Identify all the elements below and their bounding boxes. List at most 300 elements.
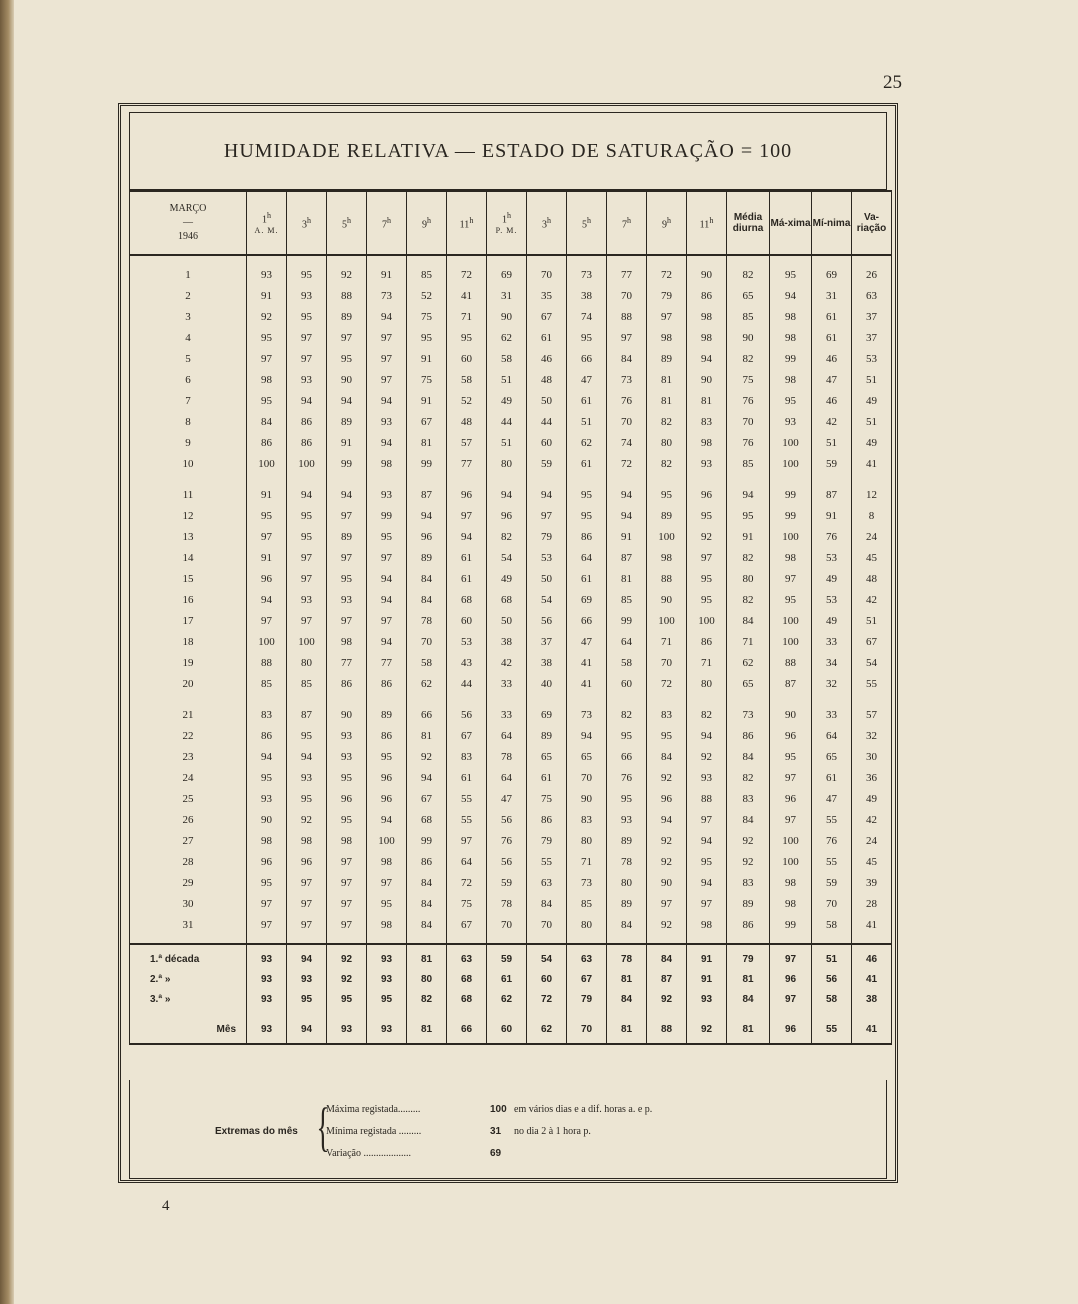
value-cell: 93 (287, 589, 327, 610)
value-cell: 95 (367, 526, 407, 547)
value-cell: 75 (447, 893, 487, 914)
table-row (130, 914, 892, 944)
summary-cell: 56 (812, 969, 852, 989)
value-cell: 91 (727, 526, 770, 547)
day-label: 6 (130, 369, 247, 390)
summary-cell: 79 (727, 944, 770, 969)
day-label: 7 (130, 390, 247, 411)
value-cell: 100 (687, 610, 727, 631)
value-cell: 86 (727, 725, 770, 746)
value-cell: 41 (852, 914, 892, 944)
value-cell: 63 (852, 285, 892, 306)
value-cell: 69 (527, 694, 567, 725)
value-cell: 61 (447, 767, 487, 788)
value-cell: 81 (647, 390, 687, 411)
summary-cell: 93 (367, 944, 407, 969)
month-label: MARÇO (169, 203, 207, 214)
value-cell: 86 (687, 285, 727, 306)
value-cell: 55 (447, 788, 487, 809)
day-label: 22 (130, 725, 247, 746)
value-cell: 87 (812, 474, 852, 505)
value-cell: 70 (727, 411, 770, 432)
value-cell: 94 (687, 725, 727, 746)
day-label: 19 (130, 652, 247, 673)
value-cell: 100 (247, 631, 287, 652)
value-cell: 81 (407, 432, 447, 453)
value-cell: 95 (247, 327, 287, 348)
day-label: 20 (130, 673, 247, 694)
value-cell: 57 (447, 432, 487, 453)
hour-mark: h (587, 215, 591, 225)
summary-cell: 59 (487, 944, 527, 969)
value-cell: 94 (687, 830, 727, 851)
summary-cell: 81 (727, 1009, 770, 1044)
value-cell: 94 (770, 285, 812, 306)
value-cell: 80 (607, 872, 647, 893)
value-cell: 86 (407, 851, 447, 872)
value-cell: 82 (607, 694, 647, 725)
value-cell: 12 (852, 474, 892, 505)
summary-cell: 79 (567, 989, 607, 1009)
day-label: 12 (130, 505, 247, 526)
hour-header (367, 191, 407, 255)
value-cell: 96 (647, 788, 687, 809)
value-cell: 91 (327, 432, 367, 453)
day-label: 31 (130, 914, 247, 944)
value-cell: 32 (852, 725, 892, 746)
day-label: 16 (130, 589, 247, 610)
table-row (130, 725, 892, 746)
value-cell: 71 (567, 851, 607, 872)
summary-cell: 93 (367, 969, 407, 989)
value-cell: 97 (247, 893, 287, 914)
value-cell: 96 (407, 526, 447, 547)
value-cell: 55 (812, 809, 852, 830)
value-cell: 97 (287, 327, 327, 348)
folio-number: 4 (162, 1198, 170, 1214)
value-cell: 92 (407, 746, 447, 767)
value-cell: 93 (287, 369, 327, 390)
value-cell: 67 (852, 631, 892, 652)
value-cell: 100 (770, 830, 812, 851)
value-cell: 87 (770, 673, 812, 694)
hour-mark: h (507, 211, 511, 221)
value-cell: 77 (327, 652, 367, 673)
value-cell: 84 (727, 809, 770, 830)
value-cell: 42 (812, 411, 852, 432)
value-cell: 59 (812, 453, 852, 474)
value-cell: 94 (687, 872, 727, 893)
value-cell: 33 (487, 673, 527, 694)
value-cell: 47 (487, 788, 527, 809)
value-cell: 53 (812, 589, 852, 610)
hour-label: 1 (502, 214, 507, 226)
hour-header (687, 191, 727, 255)
value-cell: 76 (727, 432, 770, 453)
hour-mark: h (387, 215, 391, 225)
humidity-table (129, 190, 892, 1045)
value-cell: 90 (327, 369, 367, 390)
value-cell: 99 (770, 474, 812, 505)
value-cell: 100 (770, 851, 812, 872)
value-cell: 92 (287, 809, 327, 830)
table-row (130, 893, 892, 914)
hour-mark: h (307, 215, 311, 225)
value-cell: 50 (487, 610, 527, 631)
value-cell: 69 (487, 255, 527, 285)
value-cell: 94 (487, 474, 527, 505)
day-label: 13 (130, 526, 247, 547)
value-cell: 70 (647, 652, 687, 673)
value-cell: 60 (607, 673, 647, 694)
value-cell: 98 (770, 547, 812, 568)
value-cell: 96 (247, 851, 287, 872)
hour-header (647, 191, 687, 255)
value-cell: 95 (770, 255, 812, 285)
value-cell: 98 (687, 914, 727, 944)
value-cell: 66 (567, 348, 607, 369)
value-cell: 97 (327, 893, 367, 914)
value-cell: 92 (327, 255, 367, 285)
value-cell: 80 (567, 830, 607, 851)
value-cell: 61 (567, 390, 607, 411)
value-cell: 91 (247, 474, 287, 505)
summary-cell: 93 (367, 1009, 407, 1044)
value-cell: 97 (287, 914, 327, 944)
value-cell: 43 (447, 652, 487, 673)
header-row (130, 191, 892, 255)
value-cell: 94 (327, 474, 367, 505)
value-cell: 59 (812, 872, 852, 893)
value-cell: 86 (727, 914, 770, 944)
table-row (130, 547, 892, 568)
value-cell: 80 (287, 652, 327, 673)
summary-cell: 81 (407, 1009, 447, 1044)
value-cell: 51 (812, 432, 852, 453)
value-cell: 89 (327, 411, 367, 432)
value-cell: 53 (447, 631, 487, 652)
value-cell: 65 (527, 746, 567, 767)
value-cell: 91 (247, 285, 287, 306)
value-cell: 98 (687, 327, 727, 348)
value-cell: 60 (447, 348, 487, 369)
value-cell: 93 (687, 767, 727, 788)
value-cell: 33 (487, 694, 527, 725)
value-cell: 82 (727, 767, 770, 788)
page-title: HUMIDADE RELATIVA — ESTADO DE SATURAÇÃO = 100 (223, 139, 793, 162)
value-cell: 82 (647, 411, 687, 432)
value-cell: 97 (770, 767, 812, 788)
value-cell: 75 (727, 369, 770, 390)
value-cell: 90 (687, 255, 727, 285)
summary-cell: 78 (607, 944, 647, 969)
value-cell: 97 (327, 851, 367, 872)
value-cell: 94 (687, 348, 727, 369)
value-cell: 76 (812, 526, 852, 547)
extreme-max-row (326, 1104, 653, 1115)
hour-header (487, 191, 527, 255)
value-cell: 95 (247, 767, 287, 788)
summary-cell: 80 (407, 969, 447, 989)
summary-cell: 51 (812, 944, 852, 969)
value-cell: 99 (607, 610, 647, 631)
value-cell: 66 (407, 694, 447, 725)
day-label: 29 (130, 872, 247, 893)
value-cell: 95 (687, 505, 727, 526)
value-cell: 94 (567, 725, 607, 746)
value-cell: 97 (327, 327, 367, 348)
value-cell: 95 (407, 327, 447, 348)
value-cell: 60 (447, 610, 487, 631)
value-cell: 49 (852, 432, 892, 453)
day-label: 5 (130, 348, 247, 369)
value-cell: 55 (852, 673, 892, 694)
value-cell: 41 (852, 453, 892, 474)
day-label: 4 (130, 327, 247, 348)
value-cell: 64 (447, 851, 487, 872)
value-cell: 46 (812, 390, 852, 411)
value-cell: 99 (770, 505, 812, 526)
value-cell: 99 (407, 830, 447, 851)
value-cell: 80 (727, 568, 770, 589)
value-cell: 53 (812, 547, 852, 568)
hour-label: 1 (262, 214, 267, 226)
summary-cell: 91 (687, 944, 727, 969)
day-label: 23 (130, 746, 247, 767)
value-cell: 71 (647, 631, 687, 652)
table-row (130, 327, 892, 348)
value-cell: 41 (567, 652, 607, 673)
hour-mark: h (667, 215, 671, 225)
value-cell: 95 (247, 390, 287, 411)
value-cell: 99 (407, 453, 447, 474)
value-cell: 95 (327, 568, 367, 589)
summary-cell: 58 (812, 989, 852, 1009)
value-cell: 89 (527, 725, 567, 746)
value-cell: 62 (727, 652, 770, 673)
hour-label: 9 (422, 219, 427, 231)
value-cell: 97 (367, 348, 407, 369)
value-cell: 95 (727, 505, 770, 526)
value-cell: 84 (407, 893, 447, 914)
value-cell: 92 (647, 830, 687, 851)
value-cell: 89 (647, 348, 687, 369)
value-cell: 97 (247, 348, 287, 369)
value-cell: 70 (812, 893, 852, 914)
summary-cell: 84 (727, 989, 770, 1009)
table-row (130, 851, 892, 872)
value-cell: 51 (852, 610, 892, 631)
value-cell: 92 (647, 767, 687, 788)
value-cell: 38 (567, 285, 607, 306)
value-cell: 45 (852, 547, 892, 568)
summary-cell: 93 (687, 989, 727, 1009)
extreme-min-note: no dia 2 à 1 hora p. (514, 1126, 591, 1137)
summary-cell: 95 (367, 989, 407, 1009)
value-cell: 78 (607, 851, 647, 872)
value-cell: 95 (287, 505, 327, 526)
value-cell: 86 (687, 631, 727, 652)
value-cell: 42 (852, 809, 892, 830)
hour-header (447, 191, 487, 255)
value-cell: 94 (407, 505, 447, 526)
value-cell: 67 (447, 725, 487, 746)
media-header: Média diurna (727, 191, 770, 255)
value-cell: 48 (527, 369, 567, 390)
value-cell: 24 (852, 830, 892, 851)
value-cell: 94 (367, 809, 407, 830)
value-cell: 82 (647, 453, 687, 474)
summary-cell: 72 (527, 989, 567, 1009)
value-cell: 56 (447, 694, 487, 725)
value-cell: 94 (327, 390, 367, 411)
summary-cell: 95 (327, 989, 367, 1009)
summary-cell: 60 (527, 969, 567, 989)
value-cell: 97 (447, 505, 487, 526)
value-cell: 95 (287, 255, 327, 285)
hour-header (247, 191, 287, 255)
summary-cell: 92 (327, 944, 367, 969)
value-cell: 99 (367, 505, 407, 526)
value-cell: 98 (367, 914, 407, 944)
value-cell: 76 (487, 830, 527, 851)
summary-label: Mês (130, 1009, 247, 1044)
value-cell: 89 (367, 694, 407, 725)
value-cell: 94 (607, 505, 647, 526)
summary-cell: 63 (567, 944, 607, 969)
summary-label: 1.ª década (130, 944, 247, 969)
value-cell: 42 (487, 652, 527, 673)
value-cell: 67 (407, 411, 447, 432)
value-cell: 73 (567, 872, 607, 893)
value-cell: 97 (287, 610, 327, 631)
hour-mark: h (427, 215, 431, 225)
value-cell: 95 (567, 327, 607, 348)
value-cell: 61 (567, 568, 607, 589)
value-cell: 97 (247, 914, 287, 944)
value-cell: 95 (607, 725, 647, 746)
value-cell: 58 (487, 348, 527, 369)
summary-cell: 84 (607, 989, 647, 1009)
value-cell: 59 (487, 872, 527, 893)
value-cell: 92 (647, 914, 687, 944)
value-cell: 62 (567, 432, 607, 453)
value-cell: 56 (487, 809, 527, 830)
day-label: 27 (130, 830, 247, 851)
extreme-min-value: 31 (490, 1126, 502, 1137)
hour-mark: h (267, 211, 271, 221)
value-cell: 99 (770, 914, 812, 944)
table-row (130, 767, 892, 788)
hour-header (407, 191, 447, 255)
value-cell: 99 (327, 453, 367, 474)
value-cell: 97 (687, 547, 727, 568)
value-cell: 90 (247, 809, 287, 830)
extremes-label: Extremas do mês (215, 1126, 298, 1137)
value-cell: 97 (527, 505, 567, 526)
value-cell: 54 (852, 652, 892, 673)
value-cell: 47 (567, 631, 607, 652)
value-cell: 97 (770, 809, 812, 830)
hour-mark: h (627, 215, 631, 225)
summary-cell: 81 (607, 1009, 647, 1044)
summary-cell: 38 (852, 989, 892, 1009)
extreme-min-name: Mínima registada ......... (326, 1126, 422, 1137)
value-cell: 91 (407, 390, 447, 411)
value-cell: 98 (770, 369, 812, 390)
hour-mark: h (469, 215, 474, 225)
value-cell: 73 (727, 694, 770, 725)
summary-cell: 68 (447, 989, 487, 1009)
value-cell: 48 (852, 568, 892, 589)
value-cell: 61 (527, 327, 567, 348)
value-cell: 86 (567, 526, 607, 547)
value-cell: 86 (287, 432, 327, 453)
value-cell: 98 (247, 830, 287, 851)
table-row (130, 348, 892, 369)
summary-cell: 61 (487, 969, 527, 989)
summary-cell: 54 (527, 944, 567, 969)
value-cell: 96 (487, 505, 527, 526)
value-cell: 61 (812, 327, 852, 348)
value-cell: 51 (487, 369, 527, 390)
value-cell: 72 (647, 255, 687, 285)
value-cell: 98 (247, 369, 287, 390)
value-cell: 97 (327, 547, 367, 568)
value-cell: 97 (647, 893, 687, 914)
hour-label: 7 (382, 219, 387, 231)
value-cell: 82 (487, 526, 527, 547)
summary-label: 2.ª » (130, 969, 247, 989)
value-cell: 93 (287, 285, 327, 306)
value-cell: 96 (447, 474, 487, 505)
value-cell: 94 (247, 746, 287, 767)
summary-cell: 66 (447, 1009, 487, 1044)
value-cell: 70 (607, 285, 647, 306)
value-cell: 94 (727, 474, 770, 505)
value-cell: 80 (647, 432, 687, 453)
value-cell: 86 (247, 725, 287, 746)
value-cell: 78 (487, 893, 527, 914)
value-cell: 55 (812, 851, 852, 872)
value-cell: 95 (327, 767, 367, 788)
table-row (130, 306, 892, 327)
page-number: 25 (883, 72, 902, 93)
table-row (130, 432, 892, 453)
summary-cell: 68 (447, 969, 487, 989)
value-cell: 98 (770, 306, 812, 327)
value-cell: 37 (852, 327, 892, 348)
value-cell: 95 (770, 390, 812, 411)
month-header: MARÇO — 1946 (130, 191, 247, 255)
summary-cell: 93 (247, 969, 287, 989)
value-cell: 94 (607, 474, 647, 505)
value-cell: 97 (607, 327, 647, 348)
value-cell: 70 (407, 631, 447, 652)
value-cell: 98 (687, 306, 727, 327)
value-cell: 96 (287, 851, 327, 872)
value-cell: 96 (770, 788, 812, 809)
table-row (130, 474, 892, 505)
value-cell: 93 (287, 767, 327, 788)
value-cell: 98 (327, 830, 367, 851)
value-cell: 32 (812, 673, 852, 694)
summary-cell: 92 (647, 989, 687, 1009)
summary-cell: 67 (567, 969, 607, 989)
value-cell: 100 (287, 453, 327, 474)
value-cell: 70 (527, 255, 567, 285)
value-cell: 58 (447, 369, 487, 390)
